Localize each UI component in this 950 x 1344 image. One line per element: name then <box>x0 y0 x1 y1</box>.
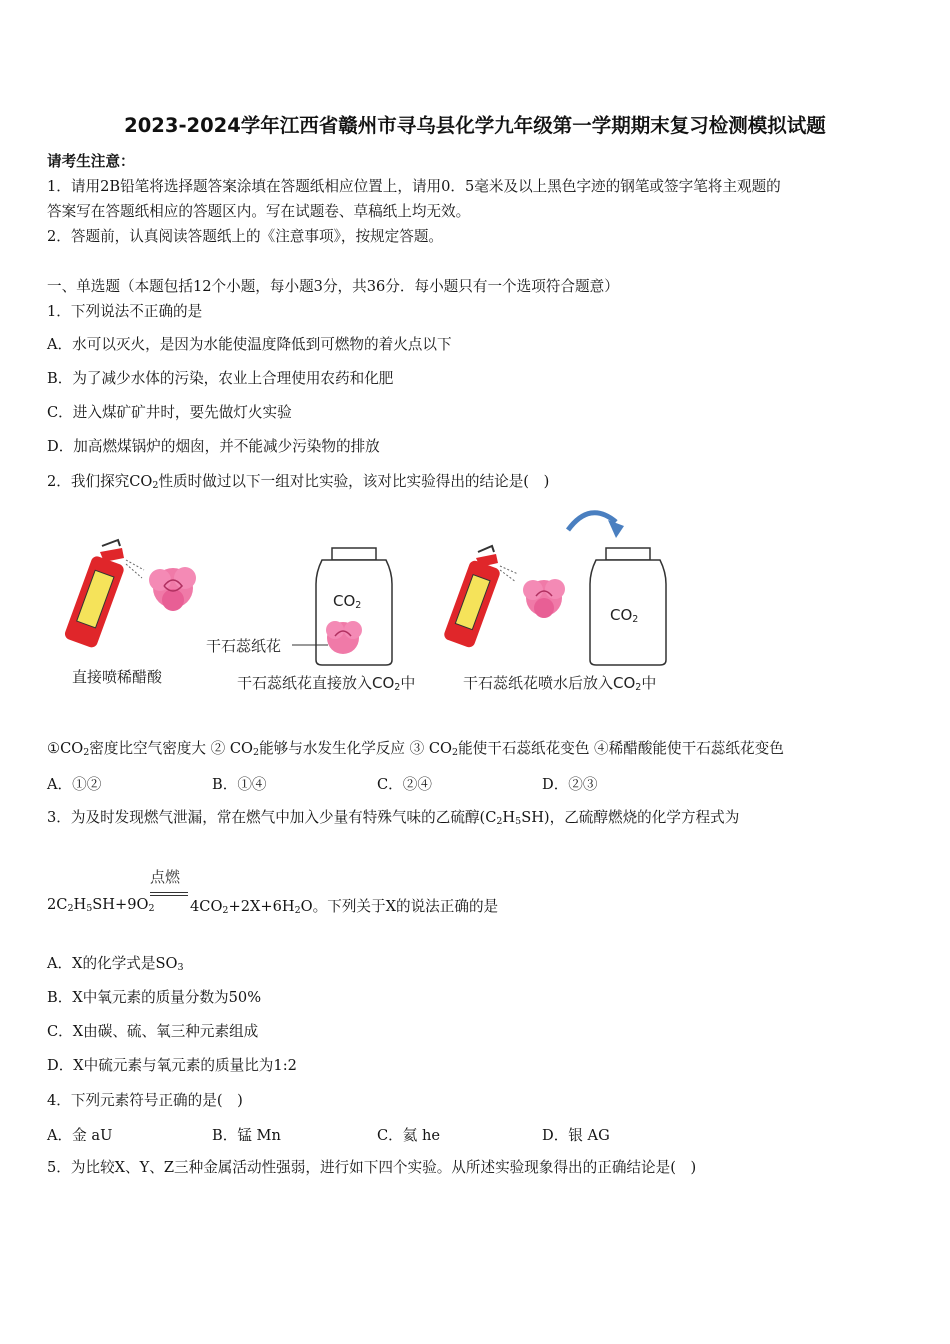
q3-equation-right: $4CO_2+2X+6H_2O$。下列关于X的说法正确的是 <box>190 898 499 916</box>
bottle-1-co2-label: $CO_2$ <box>333 592 362 611</box>
q4-option-d: D．银 AG <box>542 1127 610 1144</box>
equation-bar-top <box>150 892 188 893</box>
q1-option-b: B．为了减少水体的污染，农业上合理使用农药和化肥 <box>47 370 394 387</box>
q2-option-a: A．①② <box>47 776 102 793</box>
dry-litmus-flower-label: 干石蕊纸花 <box>206 637 282 655</box>
notice-item-1a: 1．请用2B铅笔将选择题答案涂填在答题纸相应位置上，请用0．5毫米及以上黑色字迹的钢笔或签字笔将主观题的 <box>47 178 781 195</box>
spray-bottle-2-icon <box>443 546 518 649</box>
curved-arrow-icon <box>568 513 624 538</box>
notice-item-2: 2．答题前，认真阅读答题纸上的《注意事项》，按规定答题。 <box>47 228 444 245</box>
section-heading: 一、单选题（本题包括12个小题，每小题3分，共36分．每小题只有一个选项符合题意） <box>47 278 619 295</box>
q1-stem: 1．下列说法不正确的是 <box>47 303 203 320</box>
bottle-2-co2-label: $CO_2$ <box>610 606 639 625</box>
q4-option-a: A．金 aU <box>47 1127 113 1144</box>
spray-bottle-1-icon <box>63 540 144 649</box>
q3-stem: 3．为及时发现燃气泄漏，常在燃气中加入少量有特殊气味的乙硫醇$(C_2H_5SH)$，乙硫醇燃烧的化学方程式为 <box>47 809 740 827</box>
q3-equation-left: $2C_2H_5SH+9O_2$ <box>47 896 155 914</box>
q2-option-b: B．①④ <box>212 776 267 793</box>
spray-acid-caption: 直接喷稀醋酸 <box>72 668 163 686</box>
q3-option-d: D．X中硫元素与氧元素的质量比为1:2 <box>47 1057 297 1074</box>
notice-heading: 请考生注意： <box>47 153 135 170</box>
bottle-2-caption: 干石蕊纸花喷水后放入$CO_2$中 <box>463 674 657 693</box>
q5-stem: 5．为比较X、Y、Z三种金属活动性强弱，进行如下四个实验。从所述实验现象得出的正确结论是( ) <box>47 1159 697 1176</box>
q2-stem: 2．我们探究$CO_2$性质时做过以下一组对比实验，该对比实验得出的结论是( ) <box>47 473 550 491</box>
q2-option-d: D．②③ <box>542 776 598 793</box>
q4-option-c: C．氦 he <box>377 1127 441 1144</box>
experiment-figure <box>60 500 700 704</box>
q2-option-c: C．②④ <box>377 776 432 793</box>
q3-option-b: B．X中氧元素的质量分数为50% <box>47 989 262 1006</box>
q2-conclusions: $①CO_2$密度比空气密度大 ② $CO_2$能够与水发生化学反应 ③ $CO_2$能使干石蕊纸花变色 ④稀醋酸能使干石蕊纸花变色 <box>47 740 784 758</box>
q3-option-c: C．X由碳、硫、氧三种元素组成 <box>47 1023 259 1040</box>
bottle-1-caption: 干石蕊纸花直接放入$CO_2$中 <box>237 674 416 693</box>
equation-bar-bottom <box>150 895 188 896</box>
q4-stem: 4．下列元素符号正确的是( ) <box>47 1092 243 1109</box>
q1-option-c: C．进入煤矿矿井时，要先做灯火实验 <box>47 404 292 421</box>
reaction-condition: 点燃 <box>150 868 181 886</box>
q4-option-b: B．锰 Mn <box>212 1127 281 1144</box>
q1-option-d: D．加高燃煤锅炉的烟囱，并不能减少污染物的排放 <box>47 438 380 455</box>
notice-item-1b: 答案写在答题纸相应的答题区内。写在试题卷、草稿纸上均无效。 <box>47 203 471 220</box>
q1-option-a: A．水可以灭火，是因为水能使温度降低到可燃物的着火点以下 <box>47 336 452 353</box>
q3-option-a: A．X的化学式是$SO_3$ <box>47 955 184 973</box>
flower-1-icon <box>149 567 196 611</box>
flower-2-icon <box>523 579 565 618</box>
page-title: 2023-2024学年江西省赣州市寻乌县化学九年级第一学期期末复习检测模拟试题 <box>124 114 826 137</box>
